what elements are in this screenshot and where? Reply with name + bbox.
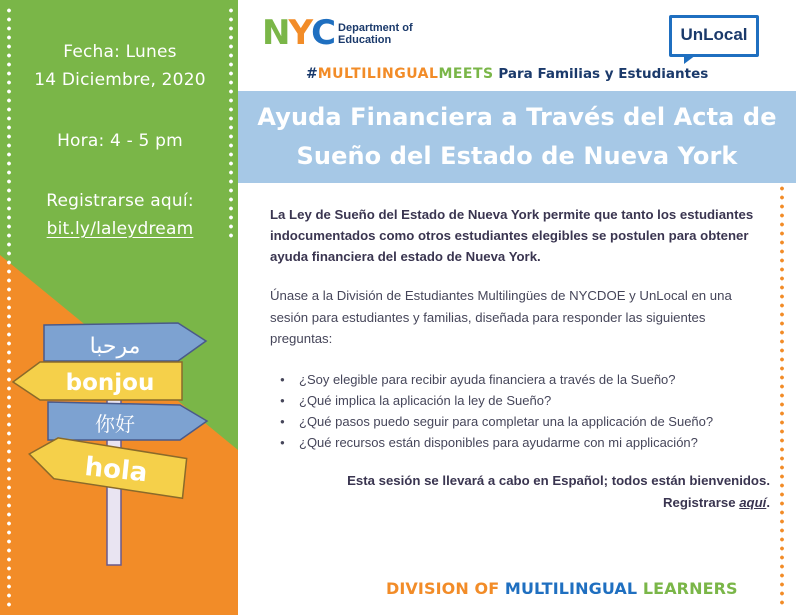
- division-of-text: DIVISION OF: [386, 579, 505, 598]
- tagline-hash: #: [306, 66, 318, 82]
- sign-chinese: [48, 402, 207, 440]
- list-item: ● ¿Qué pasos puedo seguir para completar una la applicación de Sueño?: [280, 411, 770, 432]
- nyc-logo-letter-c: C: [311, 13, 335, 53]
- event-info-panel: [0, 0, 238, 615]
- main-content: [270, 204, 770, 514]
- learners-text: LEARNERS: [637, 579, 738, 598]
- title-banner: [238, 91, 796, 183]
- register-label: Registrarse aquí:: [46, 191, 194, 211]
- intro-paragraph: La Ley de Sueño del Estado de Nueva York permite que tanto los estudiantes indocumentados como otros estudiantes elegibles se postulen para obtener ayuda financiera del estado de Nueva York.: [270, 207, 754, 264]
- header: [238, 0, 796, 90]
- sign-french-text: bonjou: [65, 370, 155, 396]
- event-date-value: 14 Diciembre, 2020: [34, 70, 206, 90]
- register-link[interactable]: bit.ly/laleydream: [46, 219, 194, 239]
- event-date-label: Fecha: Lunes: [63, 42, 177, 62]
- list-item: ● ¿Soy elegible para recibir ayuda financiera a través de la Sueño?: [280, 369, 770, 390]
- language-signpost-illustration: [0, 0, 238, 615]
- sign-chinese-text: 你好: [95, 412, 135, 436]
- list-item: ● ¿Qué recursos están disponibles para ayudarme con mi applicación?: [280, 432, 770, 453]
- unlocal-logo-text: UnLocal: [680, 25, 748, 44]
- nyc-logo-letter-y: Y: [288, 13, 312, 53]
- event-time: Hora: 4 - 5 pm: [57, 131, 183, 151]
- unlocal-logo: [669, 15, 759, 57]
- multilingual-text: MULTILINGUAL: [504, 579, 638, 598]
- tagline-multilingual: MULTILINGUAL: [317, 66, 439, 82]
- nyc-logo-letter-n: N: [262, 13, 289, 53]
- closing-line-1: Esta sesión se llevará a cabo en Español; todos están bienvenidos.: [347, 472, 770, 488]
- body-paragraph: Únase a la División de Estudiantes Multilingües de NYCDOE y UnLocal en una sesión para estudiantes y familias, diseñada para responder las siguientes preguntas:: [270, 288, 732, 346]
- sign-arabic: [44, 323, 206, 361]
- closing-period: .: [766, 494, 770, 510]
- title-line-2: Sueño del Estado de Nueva York: [296, 142, 738, 170]
- tagline-meets: MEETS: [438, 66, 494, 82]
- list-item: ● ¿Qué implica la aplicación la ley de Sueño?: [280, 390, 770, 411]
- sign-arabic-text: مرحبا: [89, 334, 141, 359]
- doe-line2: Education: [338, 34, 392, 46]
- questions-list: [280, 369, 770, 453]
- doe-text: [338, 22, 413, 46]
- sign-french: [13, 362, 182, 400]
- closing-text: [270, 470, 770, 514]
- doe-line1: Department of: [338, 22, 413, 34]
- register-here-link[interactable]: aquí: [739, 494, 767, 510]
- sign-spanish-text: hola: [83, 451, 149, 489]
- tagline: [306, 66, 708, 82]
- title-line-1: Ayuda Financiera a Través del Acta de: [257, 103, 777, 131]
- closing-line-2: [270, 492, 770, 514]
- division-logo: [386, 579, 738, 598]
- nyc-doe-logo: [262, 13, 413, 53]
- dotted-border-orange: [780, 184, 784, 609]
- closing-register-label: Registrarse: [662, 494, 740, 510]
- tagline-audience: Para Familias y Estudiantes: [493, 66, 709, 82]
